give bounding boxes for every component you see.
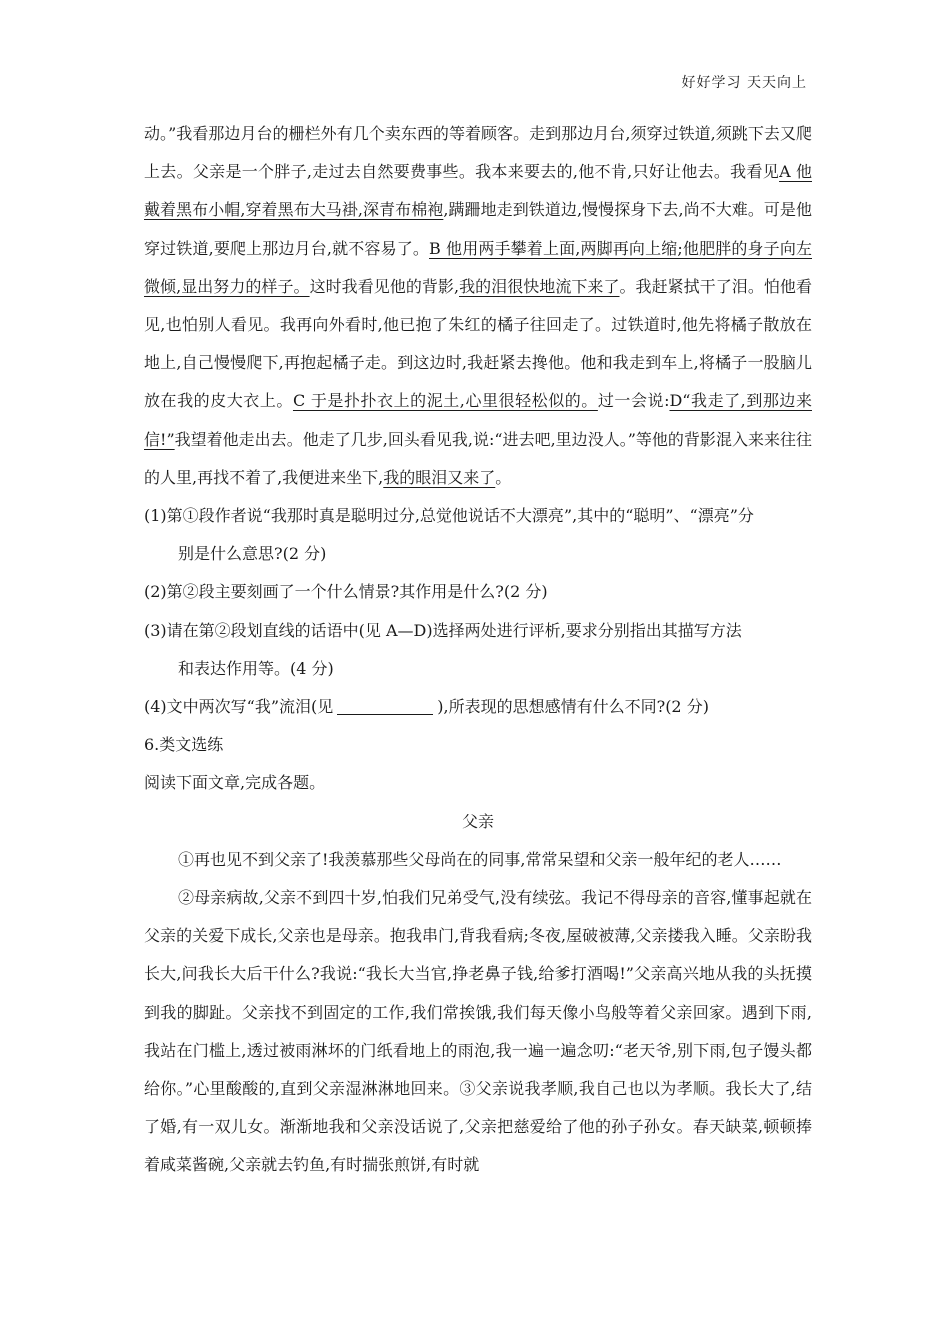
question-text-cont: 别是什么意思?(2 分) xyxy=(178,544,327,564)
underlined-tears-2: 我的眼泪又来了 xyxy=(383,467,496,487)
article-title: 父亲 xyxy=(461,811,494,831)
underlined-tears-1: 我的泪很快地流下来了 xyxy=(459,276,620,296)
document-body xyxy=(144,115,812,1185)
question-text: (3)请在第②段划直线的话语中(见 A—D)选择两处进行评析,要求分别指出其描写方法 xyxy=(144,620,742,640)
passage-paragraph xyxy=(144,115,812,497)
section-instruction: 阅读下面文章,完成各题。 xyxy=(144,773,326,793)
question-text: ),所表现的思想感情有什么不同?(2 分) xyxy=(437,697,709,717)
page-header-motto: 好好学习 天天向上 xyxy=(681,75,807,91)
underlined-sentence-a: A 他戴着黑布小帽,穿着黑布大马褂,深青布棉袍 xyxy=(144,162,812,220)
question-3 xyxy=(144,612,812,688)
text-run: 过一会说: xyxy=(597,391,670,411)
text-run: 这时我看见他的背影, xyxy=(309,276,460,296)
text-run: 我望着他走出去。他走了几步,回头看见我,说:“进去吧,里边没人。”等他的背影混入来来往往的人里,再找不着了,我便进来坐下, xyxy=(144,429,812,487)
question-text: (1)第①段作者说“我那时真是聪明过分,总觉他说话不大漂亮”,其中的“聪明”、“漂亮”分 xyxy=(144,506,754,526)
question-text-cont: 和表达作用等。(4 分) xyxy=(178,658,334,678)
question-4 xyxy=(144,688,812,726)
question-1 xyxy=(144,497,812,573)
text-run: 。 xyxy=(495,467,512,487)
question-text: (2)第②段主要刻画了一个什么情景?其作用是什么?(2 分) xyxy=(144,582,548,602)
question-2 xyxy=(144,573,812,611)
question-text: (4)文中两次写“我”流泪(见 xyxy=(144,697,334,717)
answer-blank[interactable] xyxy=(337,698,433,715)
text-run: ,蹒跚地走到铁道边,慢慢探身下去,尚不大难。可是他穿过铁道,要爬上那边月台,就不容易了。 xyxy=(144,200,812,258)
article-paragraph-2: ②母亲病故,父亲不到四十岁,怕我们兄弟受气,没有续弦。我记不得母亲的音容,懂事起就在父亲的关爱下成长,父亲也是母亲。抱我串门,背我看病;冬夜,屋破被薄,父亲搂我入睡。父亲盼我长大,问我长大后干什么?我说:“我长大当官,挣老鼻子钱,给爹打酒喝!”父亲高兴地从我的头抚摸到我的脚趾。父亲找不到固定的工作,我们常挨饿,我们每天像小鸟般等着父亲回家。遇到下雨,我站在门槛上,透过被雨淋坏的门纸看地上的雨泡,我一遍一遍念叨:“老天爷,别下雨,包子馒头都给你。”心里酸酸的,直到父亲湿淋淋地回来。③父亲说我孝顺,我自己也以为孝顺。我长大了,结了婚,有一双儿女。渐渐地我和父亲没话说了,父亲把慈爱给了他的孙子孙女。春天缺菜,顿顿捧着咸菜酱碗,父亲就去钓鱼,有时揣张煎饼,有时就 xyxy=(144,888,812,1175)
text-run: 动。”我看那边月台的栅栏外有几个卖东西的等着顾客。走到那边月台,须穿过铁道,须跳下去又爬上去。父亲是一个胖子,走过去自然要费事些。我本来要去的,他不肯,只好让他去。我看见 xyxy=(144,124,812,182)
text-run: 。我赶紧拭干了泪。怕他看见,也怕别人看见。我再向外看时,他已抱了朱红的橘子往回走了。过铁道时,他先将橘子散放在地上,自己慢慢爬下,再抱起橘子走。到这边时,我赶紧去搀他。他和我走到车上,将橘子一股脑儿放在我的皮大衣上。 xyxy=(144,276,812,411)
underlined-sentence-b: B 他用两手攀着上面,两脚再向上缩;他肥胖的身子向左微倾,显出努力的样子。 xyxy=(144,238,812,296)
section-heading: 6.类文选练 xyxy=(144,735,224,755)
article-paragraph-1: ①再也见不到父亲了!我羡慕那些父母尚在的同事,常常呆望和父亲一般年纪的老人…… xyxy=(178,849,782,869)
underlined-sentence-d: D“我走了,到那边来信!” xyxy=(144,391,812,449)
underlined-sentence-c: C 于是扑扑衣上的泥土,心里很轻松似的。 xyxy=(292,391,598,411)
